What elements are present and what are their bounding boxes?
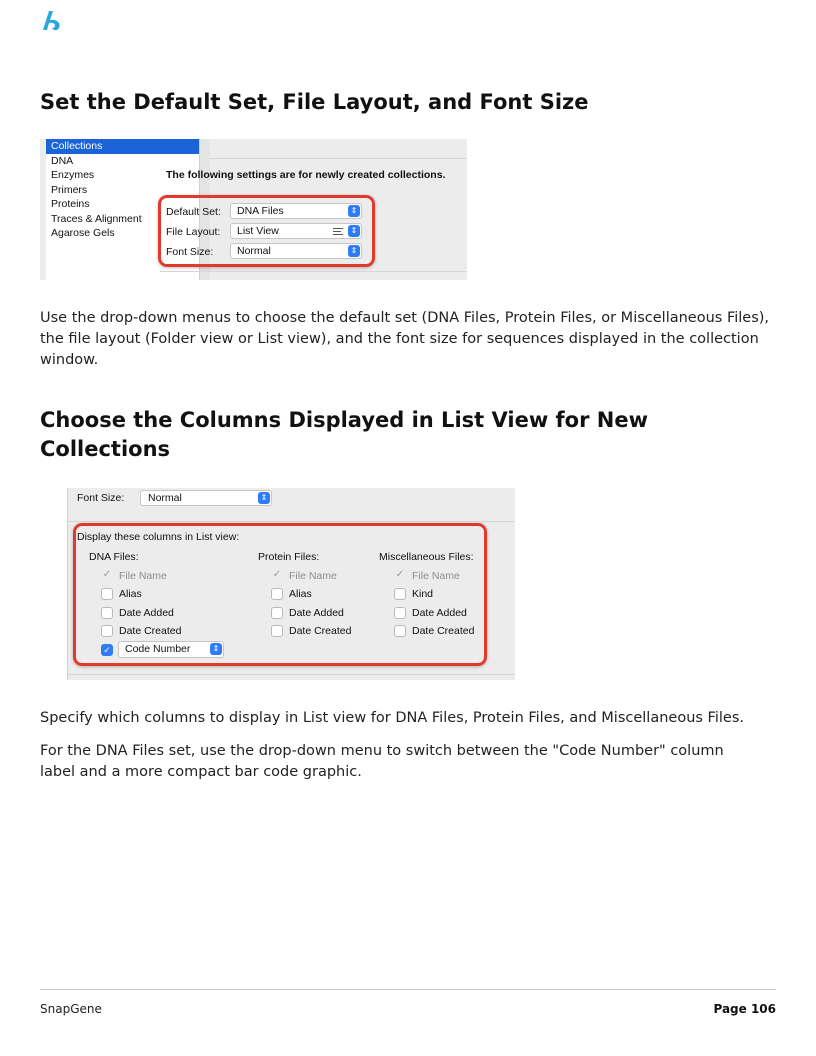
default-set-value: DNA Files — [237, 205, 284, 217]
list-item-dna[interactable]: DNA — [51, 154, 74, 167]
font-size-label: Font Size: — [166, 246, 214, 258]
preferences-screenshot-columns — [67, 488, 515, 680]
checkmark-icon: ✓ — [272, 569, 282, 580]
section-heading-default-set: Set the Default Set, File Layout, and Font Size — [40, 90, 589, 114]
highlight-box — [158, 195, 375, 267]
list-item-enzymes[interactable]: Enzymes — [51, 169, 95, 181]
list-item-traces-alignment[interactable]: Traces & Alignment — [51, 212, 142, 225]
file-layout-value: List View — [237, 225, 279, 237]
section-heading-columns: Choose the Columns Displayed in List View for New Collections — [40, 408, 648, 461]
footer-product-name: SnapGene — [40, 1002, 102, 1016]
misc-file-name-label: File Name — [412, 570, 460, 582]
dna-date-created-label: Date Created — [119, 625, 182, 637]
misc-date-created-label: Date Created — [412, 625, 475, 637]
font-size-value: Normal — [148, 492, 182, 504]
chevron-updown-icon: ⇕ — [258, 492, 270, 504]
snapgene-logo-icon — [40, 8, 66, 32]
chevron-updown-icon: ⇕ — [348, 245, 360, 257]
list-item-primers[interactable]: Primers — [51, 183, 88, 196]
paragraph-dropdowns: Use the drop-down menus to choose the default set (DNA Files, Protein Files, or Miscellaneous Files), the file layout (Folder view or List view), and the font size for sequences displayed in the collection window. — [40, 310, 770, 368]
dna-file-name-label: File Name — [119, 570, 167, 582]
divider — [160, 271, 467, 272]
font-size-value: Normal — [237, 245, 271, 257]
font-size-label: Font Size: — [77, 492, 125, 504]
paragraph-code-number: For the DNA Files set, use the drop-down menu to switch between the "Code Number" column label and a more compact bar code graphic. — [40, 743, 724, 780]
footer-rule — [40, 989, 776, 990]
protein-date-created-label: Date Created — [289, 625, 352, 637]
code-number-checkbox[interactable]: ✓ — [101, 644, 113, 656]
display-columns-label: Display these columns in List view: — [77, 531, 240, 543]
settings-heading: The following settings are for newly created collections. — [166, 169, 446, 181]
highlight-box — [73, 523, 487, 666]
paragraph-columns: Specify which columns to display in List view for DNA Files, Protein Files, and Miscellaneous Files. — [40, 710, 744, 726]
chevron-updown-icon: ⇕ — [348, 225, 360, 237]
chevron-updown-icon: ⇕ — [348, 205, 360, 217]
dna-date-added-label: Date Added — [119, 607, 174, 619]
chevron-updown-icon: ⇕ — [210, 643, 222, 655]
list-item-collections[interactable]: Collections — [46, 139, 199, 154]
preferences-screenshot-default-set — [40, 139, 467, 280]
list-item-proteins[interactable]: Proteins — [51, 198, 90, 210]
footer-page-number: Page 106 — [713, 1002, 776, 1016]
divider — [210, 158, 467, 159]
dna-files-header: DNA Files: — [89, 551, 139, 563]
protein-files-header: Protein Files: — [258, 551, 320, 563]
protein-alias-label: Alias — [289, 588, 312, 600]
divider — [68, 674, 515, 675]
checkmark-icon: ✓ — [102, 569, 112, 580]
default-set-label: Default Set: — [166, 206, 221, 218]
file-layout-label: File Layout: — [166, 226, 221, 238]
code-number-value: Code Number — [125, 643, 191, 655]
divider — [68, 521, 515, 522]
font-size-select[interactable] — [140, 490, 272, 506]
list-item-agarose-gels[interactable]: Agarose Gels — [51, 227, 115, 239]
protein-date-added-label: Date Added — [289, 607, 344, 619]
misc-kind-label: Kind — [412, 588, 434, 600]
misc-files-header: Miscellaneous Files: — [379, 551, 474, 563]
misc-date-added-label: Date Added — [412, 607, 467, 619]
protein-file-name-label: File Name — [289, 570, 337, 582]
dna-alias-label: Alias — [119, 588, 142, 600]
checkmark-icon: ✓ — [395, 569, 405, 580]
